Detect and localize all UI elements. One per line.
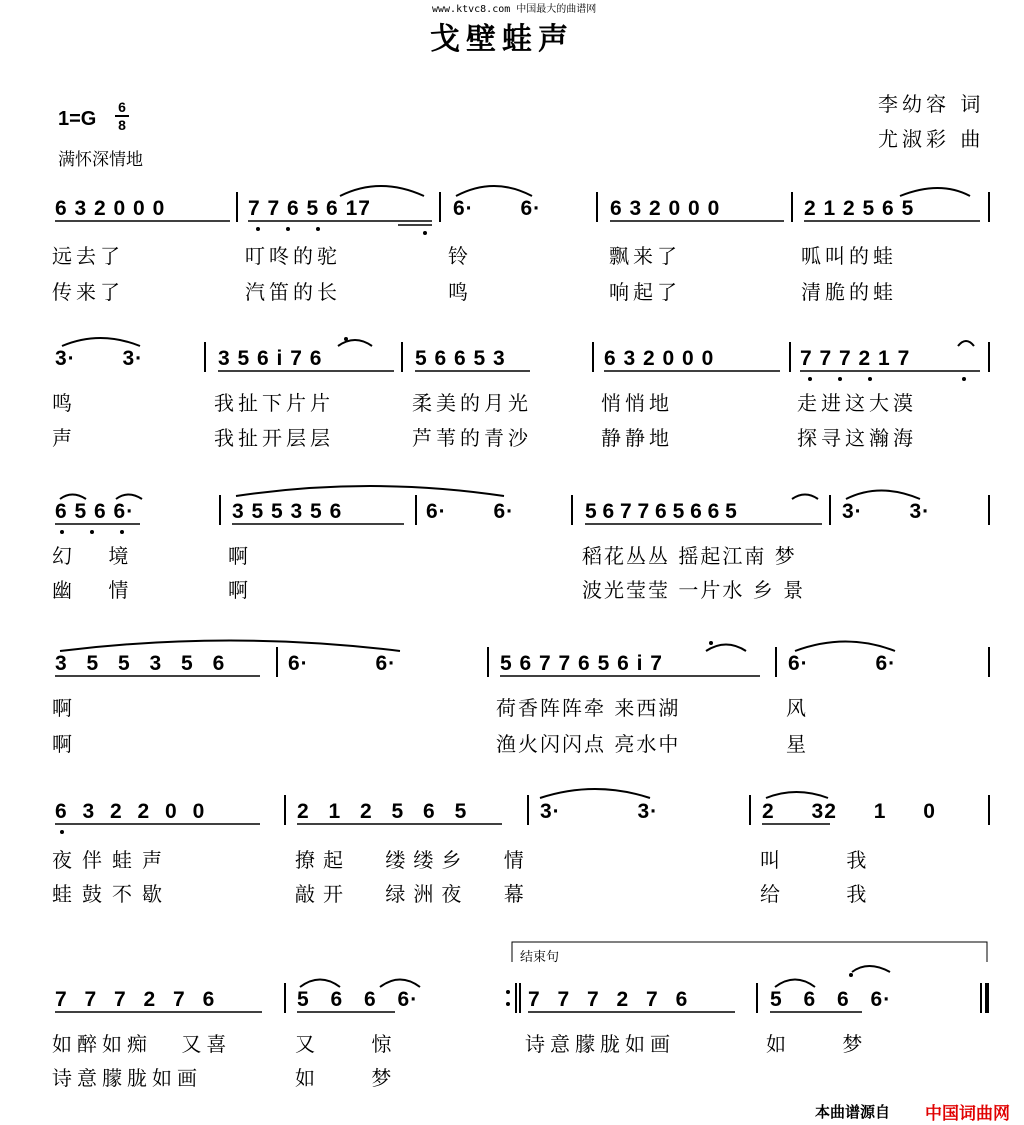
lyric-line-2: 啊 bbox=[228, 578, 248, 602]
lyric-line-1: 夜伴蛙声 bbox=[52, 848, 172, 872]
lyric-line-1: 悄悄地 bbox=[601, 391, 673, 415]
site-caption: www.ktvc8.com 中国最大的曲谱网 bbox=[432, 4, 597, 15]
lyric-line-2: 如 梦 bbox=[295, 1066, 392, 1090]
lyric-line-2: 鸣 bbox=[448, 280, 468, 304]
lyric-line-2: 传来了 bbox=[52, 280, 124, 304]
lyric-line-1: 飘来了 bbox=[609, 244, 681, 268]
lyric-line-2: 波光莹莹 一片水 乡 景 bbox=[582, 578, 806, 602]
measure: 3· 3· bbox=[55, 347, 144, 370]
measure: 6· 6· bbox=[288, 652, 397, 675]
source-text: 本曲谱源自 bbox=[815, 1103, 891, 1121]
lyric-line-1: 远去了 bbox=[52, 244, 124, 268]
lyric-line-2: 我扯开层层 bbox=[214, 426, 334, 450]
lyric-line-2: 汽笛的长 bbox=[245, 280, 341, 304]
ending-label: 结束句 bbox=[520, 950, 560, 965]
lyric-line-1: 叮咚的驼 bbox=[245, 244, 341, 268]
measure: 7 7 7 2 1 7 bbox=[800, 347, 911, 370]
lyric-line-2: 幽 情 bbox=[52, 578, 129, 602]
lyric-line-1: 撩起 缕缕乡 情 bbox=[295, 848, 532, 872]
measure: 6 3 2 0 0 0 bbox=[610, 197, 721, 220]
lyric-line-2: 诗意朦胧如画 bbox=[52, 1066, 202, 1090]
measure: 3 5 5 3 5 6 bbox=[55, 652, 226, 675]
measure: 2 1 2 5 6 5 bbox=[804, 197, 915, 220]
lyric-line-2: 芦苇的青沙 bbox=[412, 426, 532, 450]
lyric-line-2: 给 我 bbox=[760, 882, 867, 906]
measure: 5 6 7 7 6 5 6 6 5 bbox=[585, 500, 737, 523]
measure: 3 5 5 3 5 6 bbox=[232, 500, 343, 523]
lyric-line-1: 风 bbox=[786, 696, 806, 720]
lyric-line-2: 啊 bbox=[52, 732, 72, 756]
measure: 5 6 7 7 6 5 6 i 7 bbox=[500, 652, 663, 675]
time-denominator: 8 bbox=[118, 117, 126, 133]
time-numerator: 6 bbox=[118, 99, 126, 115]
lyric-line-1: 啊 bbox=[52, 696, 72, 720]
lyric-line-1: 走进这大漠 bbox=[797, 391, 917, 415]
lyric-line-2: 探寻这瀚海 bbox=[797, 426, 917, 450]
measure: 3· 3· bbox=[540, 800, 659, 823]
lyric-line-2: 蛙鼓不歇 bbox=[52, 882, 172, 906]
lyric-line-1: 啊 bbox=[228, 544, 248, 568]
song-title: 戈壁蛙声 bbox=[430, 22, 574, 57]
measure: 3 5 6 i 7 6 bbox=[218, 347, 323, 370]
lyric-line-1: 我扯下片片 bbox=[214, 391, 334, 415]
measure: 5 6 6 5 3 bbox=[415, 347, 506, 370]
measure: 7 7 7 2 7 6 bbox=[528, 988, 689, 1011]
lyric-line-2: 星 bbox=[786, 732, 806, 756]
lyric-line-1: 叫 我 bbox=[760, 848, 867, 872]
lyric-line-1: 又 惊 bbox=[295, 1032, 392, 1056]
lyric-line-2: 静静地 bbox=[601, 426, 673, 450]
lyric-line-1: 荷香阵阵牵 来西湖 bbox=[496, 696, 681, 720]
lyric-line-1: 鸣 bbox=[52, 391, 72, 415]
measure: 6 5 6 6· bbox=[55, 500, 135, 523]
measure: 6· 6· bbox=[426, 500, 515, 523]
measure: 6· 6· bbox=[453, 197, 542, 220]
measure: 6· 6· bbox=[788, 652, 897, 675]
lyric-line-1: 诗意朦胧如画 bbox=[525, 1032, 675, 1056]
source-brand[interactable]: 中国词曲网 bbox=[925, 1104, 1010, 1124]
measure: 3· 3· bbox=[842, 500, 931, 523]
lyric-line-1: 铃 bbox=[448, 244, 468, 268]
lyric-line-1: 幻 境 bbox=[52, 544, 129, 568]
lyric-line-2: 响起了 bbox=[609, 280, 681, 304]
tempo-marking: 满怀深情地 bbox=[58, 150, 143, 170]
lyric-line-1: 柔美的月光 bbox=[412, 391, 532, 415]
measure: 2 32 1 0 bbox=[762, 800, 936, 823]
lyric-line-2: 渔火闪闪点 亮水中 bbox=[496, 732, 681, 756]
measure: 5 6 6 6· bbox=[297, 988, 419, 1011]
lyricist-credit: 李幼容 词 bbox=[878, 92, 985, 116]
measure: 6 3 2 0 0 0 bbox=[55, 197, 166, 220]
measure: 7 7 6 5 6 17 bbox=[248, 197, 371, 220]
lyric-line-1: 稻花丛丛 摇起江南 梦 bbox=[582, 544, 797, 568]
measure: 5 6 6 6· bbox=[770, 988, 892, 1011]
lyric-line-1: 如 梦 bbox=[766, 1032, 863, 1056]
lyric-line-2: 声 bbox=[52, 426, 72, 450]
lyric-line-2: 敲开 绿洲夜 幕 bbox=[295, 882, 532, 906]
measure: 6 3 2 0 0 0 bbox=[604, 347, 715, 370]
measure: 7 7 7 2 7 6 bbox=[55, 988, 216, 1011]
lyric-line-1: 如醉如痴 又喜 bbox=[52, 1032, 232, 1056]
measure: 6 3 2 2 0 0 bbox=[55, 800, 206, 823]
composer-credit: 尤淑彩 曲 bbox=[878, 127, 985, 151]
lyric-line-1: 呱叫的蛙 bbox=[801, 244, 897, 268]
measure: 2 1 2 5 6 5 bbox=[297, 800, 468, 823]
lyric-line-2: 清脆的蛙 bbox=[801, 280, 897, 304]
key-signature: 1=G bbox=[58, 108, 97, 130]
